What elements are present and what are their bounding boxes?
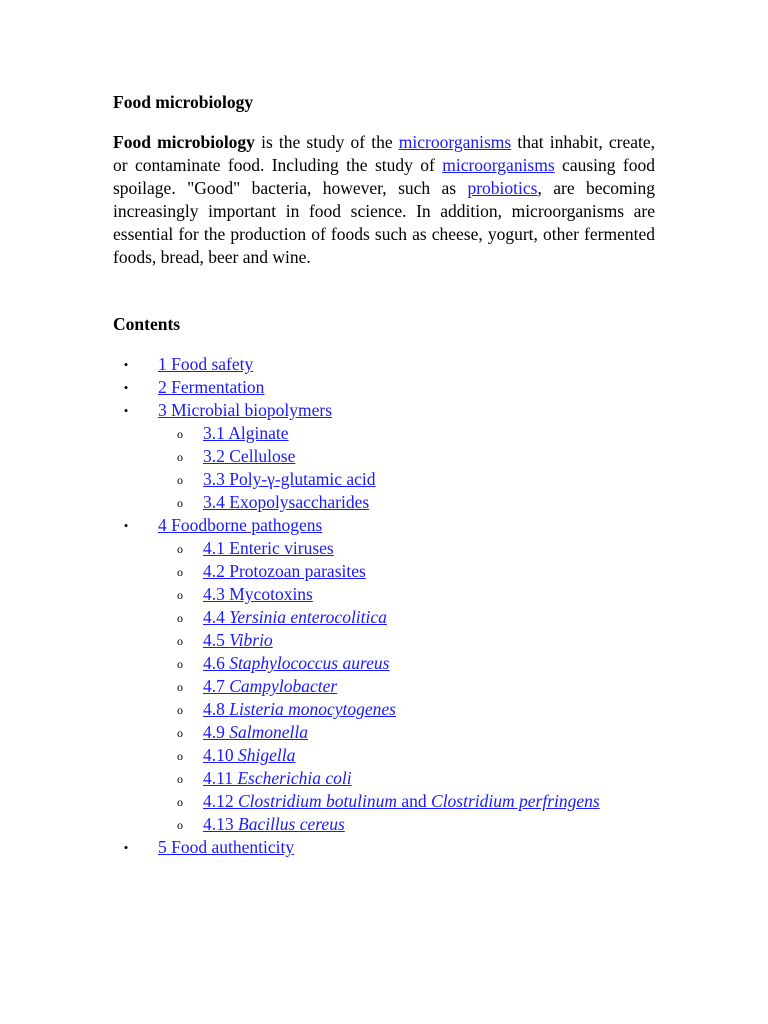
toc-item-exopolysaccharides [158,491,655,514]
toc-link-alginate[interactable]: 3.1 Alginate [203,423,289,443]
toc-species-name: Shigella [238,745,296,765]
toc-item-poly-glutamic-acid [158,468,655,491]
circle-bullet-icon: o [177,427,183,441]
circle-bullet-icon: o [177,818,183,832]
toc-number: 4.9 [203,722,230,742]
toc-item-microbial-biopolymers [113,399,655,514]
toc-item-salmonella [158,721,655,744]
toc-item-cellulose [158,445,655,468]
toc-item-vibrio [158,629,655,652]
circle-bullet-icon: o [177,634,183,648]
toc-item-clostridium [158,790,655,813]
toc-link-poly-glutamic-acid[interactable]: 3.3 Poly-γ-glutamic acid [203,469,376,489]
toc-link-staphylococcus[interactable] [203,653,389,673]
toc-link-campylobacter[interactable] [203,676,337,696]
intro-term: Food microbiology [113,132,255,152]
toc-item-alginate [158,422,655,445]
toc-number: 4.7 [203,676,230,696]
circle-bullet-icon: o [177,703,183,717]
document-title: Food microbiology [113,92,254,112]
toc-item-campylobacter [158,675,655,698]
toc-number: 4.8 [203,699,230,719]
toc-item-enteric-viruses [158,537,655,560]
toc-item-food-safety [113,353,655,376]
circle-bullet-icon: o [177,565,183,579]
toc-species-name: Escherichia coli [237,768,352,788]
toc-item-bacillus-cereus [158,813,655,836]
circle-bullet-icon: o [177,473,183,487]
toc-item-fermentation [113,376,655,399]
bullet-icon: • [123,357,129,372]
contents-heading: Contents [113,314,181,334]
toc-species-name: Listeria monocytogenes [229,699,396,719]
toc-link-protozoan-parasites[interactable]: 4.2 Protozoan parasites [203,561,366,581]
toc-sublist-biopolymers [158,422,655,514]
toc-link-enteric-viruses[interactable]: 4.1 Enteric viruses [203,538,334,558]
intro-text-4: , are becoming increasingly important in food science. In addition, microorganisms are essential for the production of foods such as cheese, yogurt, other fermented foods, bread, beer and wine. [113,178,655,267]
toc-link-food-safety[interactable]: 1 Food safety [158,354,254,374]
toc-species-name: Bacillus cereus [238,814,345,834]
toc-link-foodborne-pathogens[interactable]: 4 Foodborne pathogens [158,515,323,535]
bullet-icon: • [123,403,129,418]
circle-bullet-icon: o [177,542,183,556]
circle-bullet-icon: o [177,726,183,740]
circle-bullet-icon: o [177,749,183,763]
toc-number: 4.6 [203,653,230,673]
toc-link-yersinia[interactable] [203,607,387,627]
toc-item-staphylococcus [158,652,655,675]
toc-link-salmonella[interactable] [203,722,308,742]
toc-item-shigella [158,744,655,767]
toc-link-bacillus-cereus[interactable] [203,814,345,834]
toc-conjunction: and [396,791,432,811]
toc-link-mycotoxins[interactable]: 4.3 Mycotoxins [203,584,313,604]
toc-link-vibrio[interactable] [203,630,273,650]
circle-bullet-icon: o [177,496,183,510]
toc-item-yersinia [158,606,655,629]
circle-bullet-icon: o [177,450,183,464]
bullet-icon: • [123,840,129,855]
circle-bullet-icon: o [177,611,183,625]
intro-text-1: is the study of the [254,132,399,152]
toc-species-name: Campylobacter [229,676,338,696]
toc-item-mycotoxins [158,583,655,606]
toc-species-name: Clostridium botulinum [238,791,397,811]
toc-number: 4.13 [203,814,238,834]
toc-item-escherichia-coli [158,767,655,790]
toc-item-protozoan-parasites [158,560,655,583]
toc-link-fermentation[interactable]: 2 Fermentation [158,377,265,397]
toc-number: 4.5 [203,630,230,650]
toc-item-food-authenticity [113,836,655,859]
toc-link-microbial-biopolymers[interactable]: 3 Microbial biopolymers [158,400,333,420]
toc-link-listeria[interactable] [203,699,396,719]
toc-species-name: Yersinia enterocolitica [229,607,387,627]
toc-species-name: Clostridium perfringens [431,791,600,811]
bullet-icon: • [123,518,129,533]
microorganisms-link-2[interactable]: microorganisms [442,155,555,175]
circle-bullet-icon: o [177,657,183,671]
toc-item-foodborne-pathogens [113,514,655,836]
intro-text-3: causing food spoilage. "Good" bacteria, however, such as [113,155,655,198]
toc-number: 4.4 [203,607,230,627]
toc-number: 4.11 [203,768,238,788]
microorganisms-link-1[interactable]: microorganisms [398,132,512,152]
toc-species-name: Salmonella [229,722,308,742]
toc-species-name: Staphylococcus aureus [229,653,390,673]
toc-item-listeria [158,698,655,721]
toc-link-exopolysaccharides[interactable]: 3.4 Exopolysaccharides [203,492,370,512]
toc-sublist-pathogens [158,537,655,836]
table-of-contents [113,353,655,859]
toc-species-name: Vibrio [229,630,273,650]
toc-number: 4.12 [203,791,238,811]
toc-link-food-authenticity[interactable]: 5 Food authenticity [158,837,295,857]
probiotics-link[interactable]: probiotics [467,178,538,198]
intro-text-2: that inhabit, create, or contaminate food. Including the study of [113,132,655,175]
toc-link-cellulose[interactable]: 3.2 Cellulose [203,446,296,466]
toc-link-shigella[interactable] [203,745,295,765]
circle-bullet-icon: o [177,772,183,786]
toc-link-escherichia-coli[interactable] [203,768,352,788]
toc-link-clostridium[interactable] [203,790,655,813]
circle-bullet-icon: o [177,588,183,602]
intro-paragraph [113,131,655,269]
circle-bullet-icon: o [177,680,183,694]
circle-bullet-icon: o [177,795,183,809]
bullet-icon: • [123,380,129,395]
toc-number: 4.10 [203,745,238,765]
